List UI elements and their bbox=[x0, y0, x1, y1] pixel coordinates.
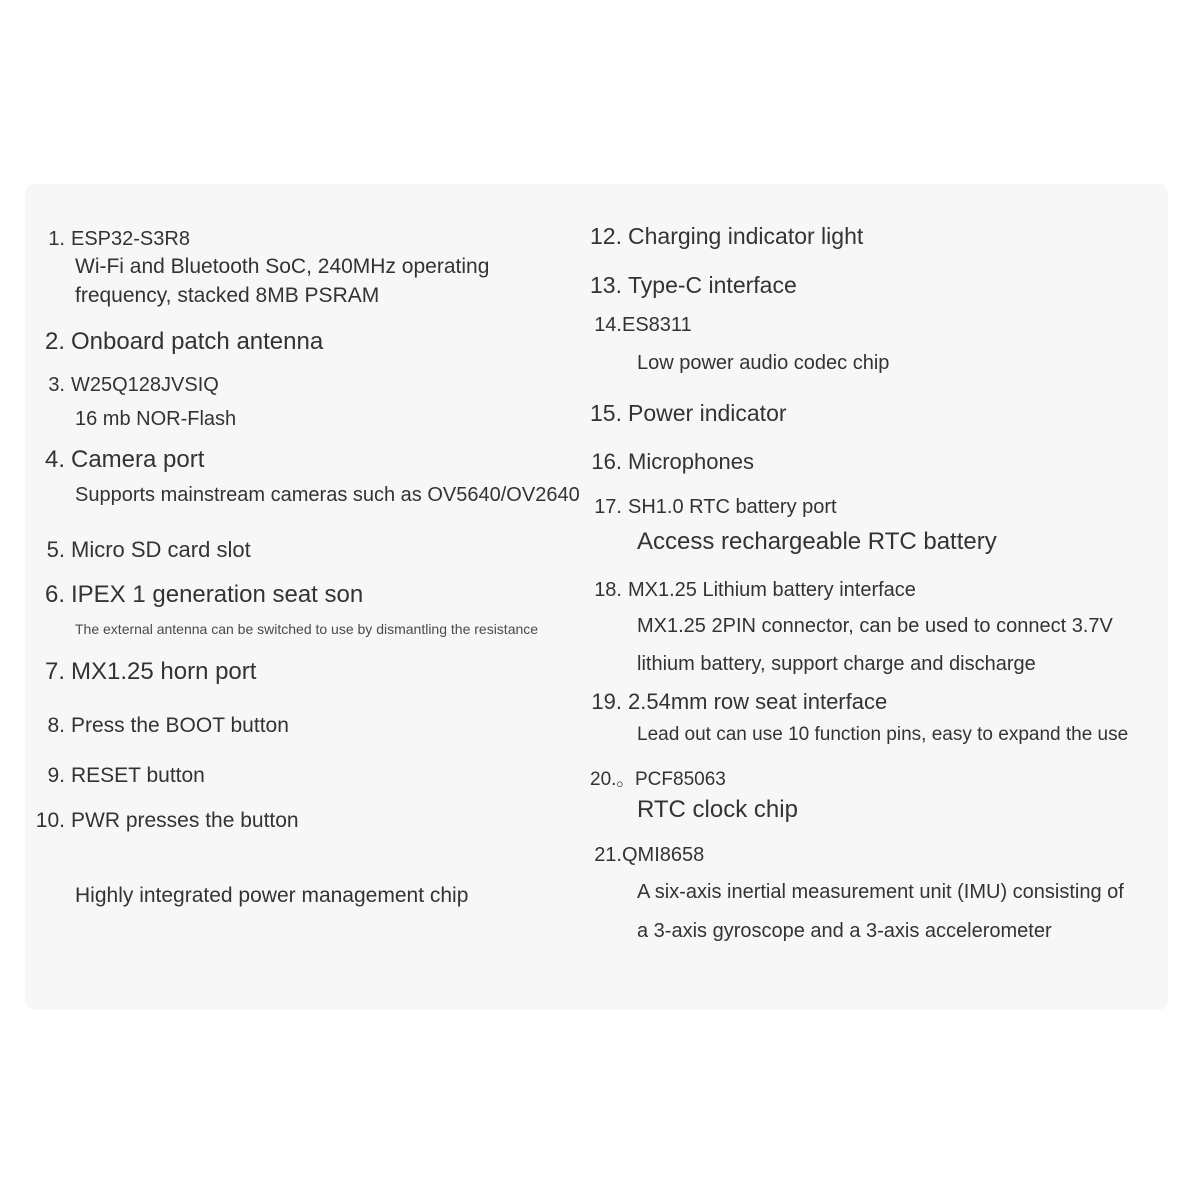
item-title-line bbox=[35, 445, 580, 475]
list-item-19 bbox=[590, 688, 1128, 748]
item-title-line bbox=[590, 448, 754, 475]
list-item-1 bbox=[35, 227, 489, 310]
item-title: Micro SD card slot bbox=[71, 537, 251, 562]
item-number: 16. bbox=[591, 449, 622, 474]
list-item-4 bbox=[35, 445, 580, 510]
item-title-line bbox=[35, 580, 538, 610]
item-title: ES8311 bbox=[622, 314, 692, 336]
item-title: Power indicator bbox=[628, 400, 787, 426]
item-description: Wi-Fi and Bluetooth SoC, 240MHz operating bbox=[75, 255, 490, 278]
item-description: Supports mainstream cameras such as OV5640/OV2640 bbox=[75, 484, 580, 506]
item-title: RESET button bbox=[71, 764, 205, 787]
item-title: W25Q128JVSIQ bbox=[71, 374, 219, 396]
item-number: 3. bbox=[48, 374, 65, 396]
item-number: 20.。 bbox=[590, 769, 636, 790]
item-title: Onboard patch antenna bbox=[71, 328, 324, 355]
list-item-21 bbox=[590, 843, 1124, 946]
item-title: Charging indicator light bbox=[628, 223, 864, 249]
item-title-line bbox=[35, 713, 289, 739]
item-title-line bbox=[35, 763, 205, 789]
item-description: 16 mb NOR-Flash bbox=[75, 408, 237, 430]
item-number: 4. bbox=[44, 446, 65, 473]
item-description: a 3-axis gyroscope and a 3-axis accelerometer bbox=[637, 920, 1052, 942]
item-title: PCF85063 bbox=[635, 769, 726, 790]
list-item-6 bbox=[35, 580, 538, 638]
list-item-10 bbox=[35, 808, 299, 834]
item-description: RTC clock chip bbox=[637, 796, 798, 823]
list-item-14 bbox=[590, 313, 889, 378]
list-item-12 bbox=[590, 222, 863, 250]
item-title: IPEX 1 generation seat son bbox=[71, 581, 364, 608]
item-description: Lead out can use 10 function pins, easy to expand the use bbox=[637, 724, 1129, 745]
item-description: The external antenna can be switched to use by dismantling the resistance bbox=[75, 621, 539, 637]
item-number: 2. bbox=[44, 328, 65, 355]
item-number: 6. bbox=[44, 581, 65, 608]
list-item-3 bbox=[35, 373, 236, 434]
list-item-2 bbox=[35, 327, 323, 357]
item-number: 7. bbox=[44, 658, 65, 685]
list-item-11 bbox=[35, 881, 468, 910]
list-item-7 bbox=[35, 657, 256, 687]
item-description: MX1.25 2PIN connector, can be used to connect 3.7V bbox=[637, 615, 1113, 637]
item-title: 2.54mm row seat interface bbox=[628, 689, 888, 714]
item-title: Type-C interface bbox=[628, 272, 797, 298]
item-title-line bbox=[35, 327, 323, 357]
item-description: frequency, stacked 8MB PSRAM bbox=[75, 284, 380, 307]
item-number: 1. bbox=[48, 228, 65, 250]
item-title: MX1.25 horn port bbox=[71, 658, 257, 685]
item-title: Microphones bbox=[628, 449, 754, 474]
item-number: 14. bbox=[594, 314, 622, 336]
item-title-line bbox=[590, 222, 863, 250]
item-title-line bbox=[35, 657, 256, 687]
list-item-13 bbox=[590, 271, 797, 299]
item-number: 8. bbox=[47, 714, 65, 737]
list-item-9 bbox=[35, 763, 205, 789]
list-item-17 bbox=[590, 495, 997, 557]
item-description: Highly integrated power management chip bbox=[75, 884, 469, 907]
item-title: ESP32-S3R8 bbox=[71, 228, 190, 250]
item-title: PWR presses the button bbox=[71, 809, 299, 832]
item-title: QMI8658 bbox=[622, 844, 705, 866]
list-item-8 bbox=[35, 713, 289, 739]
item-number: 15. bbox=[590, 400, 622, 426]
list-item-16 bbox=[590, 448, 754, 475]
item-title-line bbox=[590, 578, 1113, 603]
item-title: Camera port bbox=[71, 446, 205, 473]
list-item-20 bbox=[590, 768, 798, 825]
item-title-line bbox=[35, 227, 489, 252]
item-description: lithium battery, support charge and discharge bbox=[637, 653, 1036, 675]
item-number: 5. bbox=[46, 537, 65, 562]
item-title-line bbox=[590, 271, 797, 299]
item-number: 18. bbox=[594, 579, 622, 601]
item-title-line bbox=[590, 495, 997, 520]
list-item-5 bbox=[35, 536, 251, 563]
item-title-line bbox=[35, 536, 251, 563]
item-description: A six-axis inertial measurement unit (IMU) consisting of bbox=[637, 881, 1124, 903]
item-number: 21. bbox=[594, 844, 622, 866]
item-number: 10. bbox=[35, 809, 65, 832]
list-item-18 bbox=[590, 578, 1113, 679]
item-number: 13. bbox=[590, 272, 622, 298]
item-title: SH1.0 RTC battery port bbox=[628, 496, 837, 518]
item-number: 12. bbox=[590, 223, 622, 249]
item-title: Press the BOOT button bbox=[71, 714, 289, 737]
item-title-line bbox=[35, 373, 236, 398]
item-title-line bbox=[590, 843, 1124, 868]
item-title-line bbox=[590, 399, 787, 427]
item-title-line bbox=[590, 688, 1128, 715]
item-title-line bbox=[590, 313, 889, 338]
item-title-line bbox=[35, 808, 299, 834]
item-number: 19. bbox=[591, 689, 622, 714]
item-number: 17. bbox=[594, 496, 622, 518]
item-number: 9. bbox=[47, 764, 65, 787]
item-title-line bbox=[590, 768, 798, 792]
spec-panel bbox=[25, 184, 1168, 1010]
item-description: Low power audio codec chip bbox=[637, 352, 890, 374]
item-description: Access rechargeable RTC battery bbox=[637, 528, 997, 555]
item-title: MX1.25 Lithium battery interface bbox=[628, 579, 916, 601]
list-item-15 bbox=[590, 399, 787, 427]
